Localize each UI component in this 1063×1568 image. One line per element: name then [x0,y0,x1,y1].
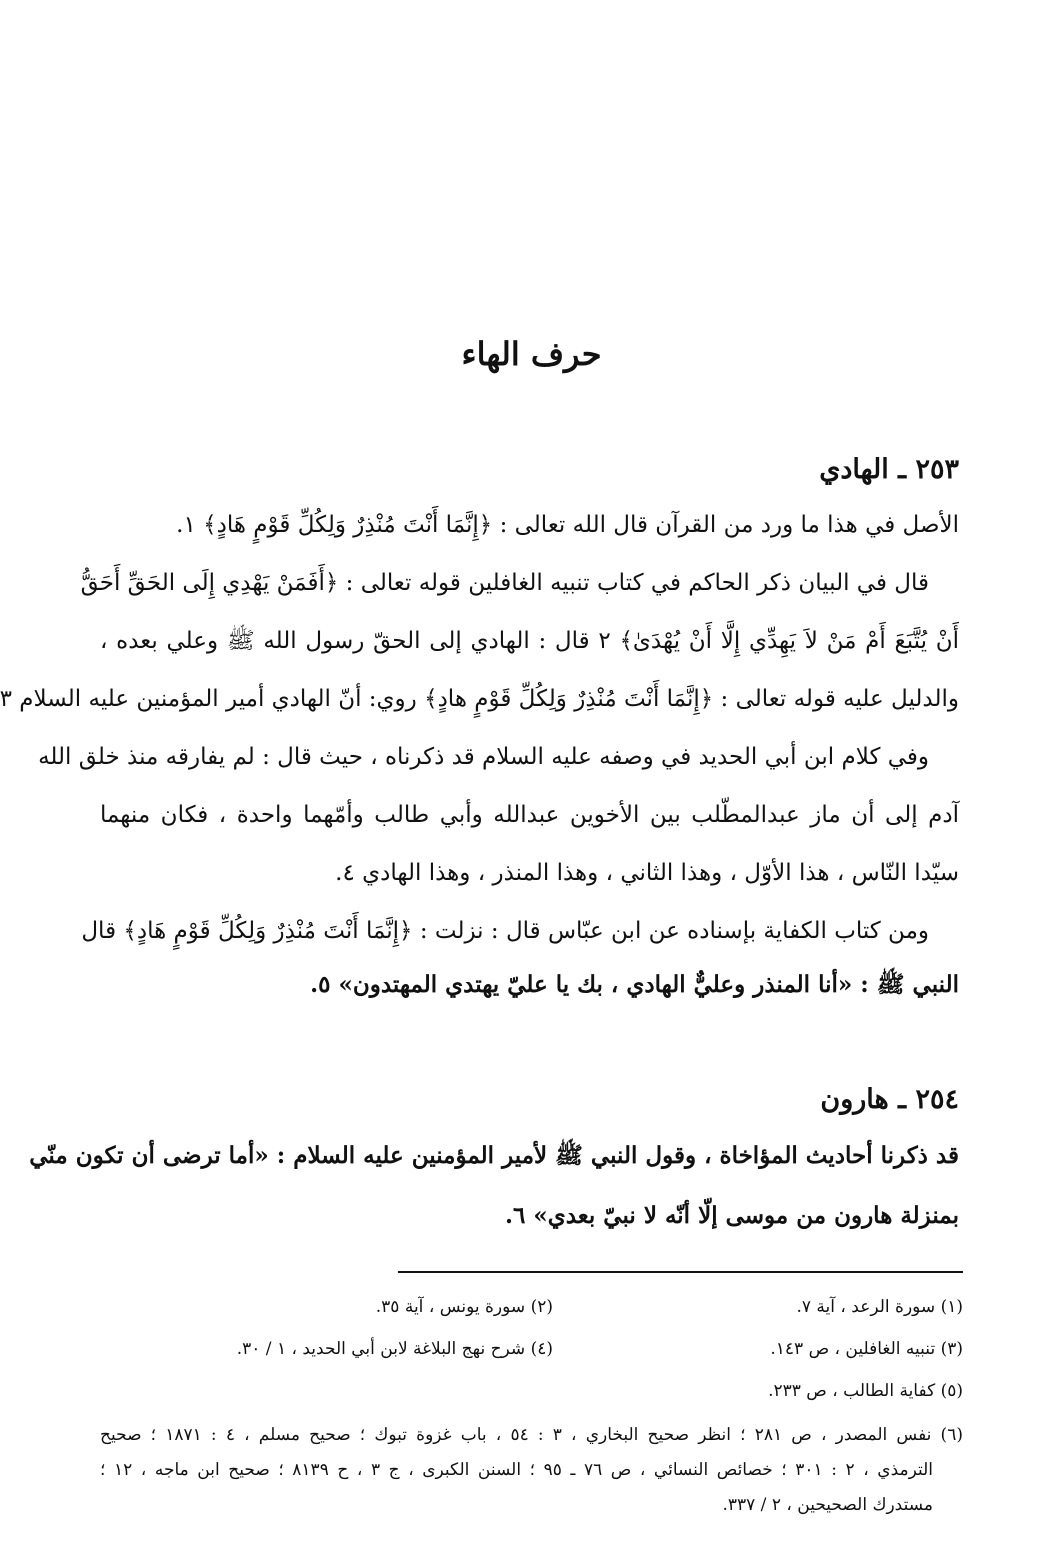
footnote-6-line: مستدرك الصحيحين ، ٢ / ٣٣٧. [722,1495,933,1515]
paragraph-line: النبي ﷺ : «أنا المنذر وعليٌّ الهادي ، بك يا عليّ يهتدي المهتدون» ٥. [310,971,959,998]
paragraph-line: سيّدا النّاس ، هذا الأوّل ، وهذا الثاني ، وهذا المنذر ، وهذا الهادي ٤. [335,860,959,886]
paragraph-line: أَنْ يُتَّبَعَ أَمْ مَنْ لاَ يَهِدِّي إِلَّا أَنْ يُهْدَىٰ﴾ ٢ قال : الهادي إلى الحقّ رسول الله ﷺ وعلي بعده ، [100,628,959,654]
paragraph-line: ومن كتاب الكفاية بإسناده عن ابن عبّاس قال : نزلت : ﴿إِنَّمَا أَنْتَ مُنْذِرٌ وَلِكُلِّ قَوْمٍ هَادٍ﴾ قال [81,918,929,944]
chapter-title: حرف الهاء [461,335,602,373]
paragraph-line: قد ذكرنا أحاديث المؤاخاة ، وقول النبي ﷺ لأمير المؤمنين عليه السلام : «أما ترضى أن تكون منّي [29,1142,959,1169]
entry-heading-253: ٢٥٣ ـ الهادي [819,454,959,485]
footnote-separator [398,1271,963,1273]
footnote-6-line: الترمذي ، ٢ : ٣٠١ ؛ خصائص النسائي ، ص ٧٦ ـ ٩٥ ؛ السنن الكبرى ، ج ٣ ، ح ٨١٣٩ ؛ صحيح ابن ماجه ، ١٢ ؛ [100,1460,934,1480]
footnote-2: (٢) سورة يونس ، آية ٣٥. [375,1297,553,1317]
footnote-4: (٤) شرح نهج البلاغة لابن أبي الحديد ، ١ / ٣٠. [236,1339,553,1359]
paragraph-line: قال في البيان ذكر الحاكم في كتاب تنبيه الغافلين قوله تعالى : ﴿أَفَمَنْ يَهْدِي إِلَى الحَقِّ أَحَقُّ [80,570,929,596]
paragraph-line: وفي كلام ابن أبي الحديد في وصفه عليه السلام قد ذكرناه ، حيث قال : لم يفارقه منذ خلق الله [38,744,929,770]
paragraph-line: بمنزلة هارون من موسى إلّا أنّه لا نبيّ بعدي» ٦. [504,1202,959,1229]
footnote-5: (٥) كفاية الطالب ، ص ٢٣٣. [768,1381,963,1401]
paragraph-line: آدم إلى أن ماز عبدالمطّلب بين الأخوين عبدالله وأبي طالب وأمّهما واحدة ، فكان منهما [100,802,959,828]
paragraph-line: والدليل عليه قوله تعالى : ﴿إِنَّمَا أَنْتَ مُنْذِرٌ وَلِكُلِّ قَوْمٍ هادٍ﴾ روي: أنّ الهادي أمير المؤمنين عليه السلام ٣ [0,686,959,712]
footnote-6-line: (٦) نفس المصدر ، ص ٢٨١ ؛ انظر صحيح البخاري ، ٣ : ٥٤ ، باب غزوة تبوك ؛ صحيح مسلم ، ٤ : ١٨٧١ ؛ صحيح [100,1425,963,1445]
footnote-1: (١) سورة الرعد ، آية ٧. [796,1297,963,1317]
paragraph-line: الأصل في هذا ما ورد من القرآن قال الله تعالى : ﴿إِنَّمَا أَنْتَ مُنْذِرٌ وَلِكُلِّ قَوْمٍ هَادٍ﴾ ١. [176,512,959,538]
entry-heading-254: ٢٥٤ ـ هارون [820,1084,959,1115]
footnote-3: (٣) تنبيه الغافلين ، ص ١٤٣. [770,1339,963,1359]
